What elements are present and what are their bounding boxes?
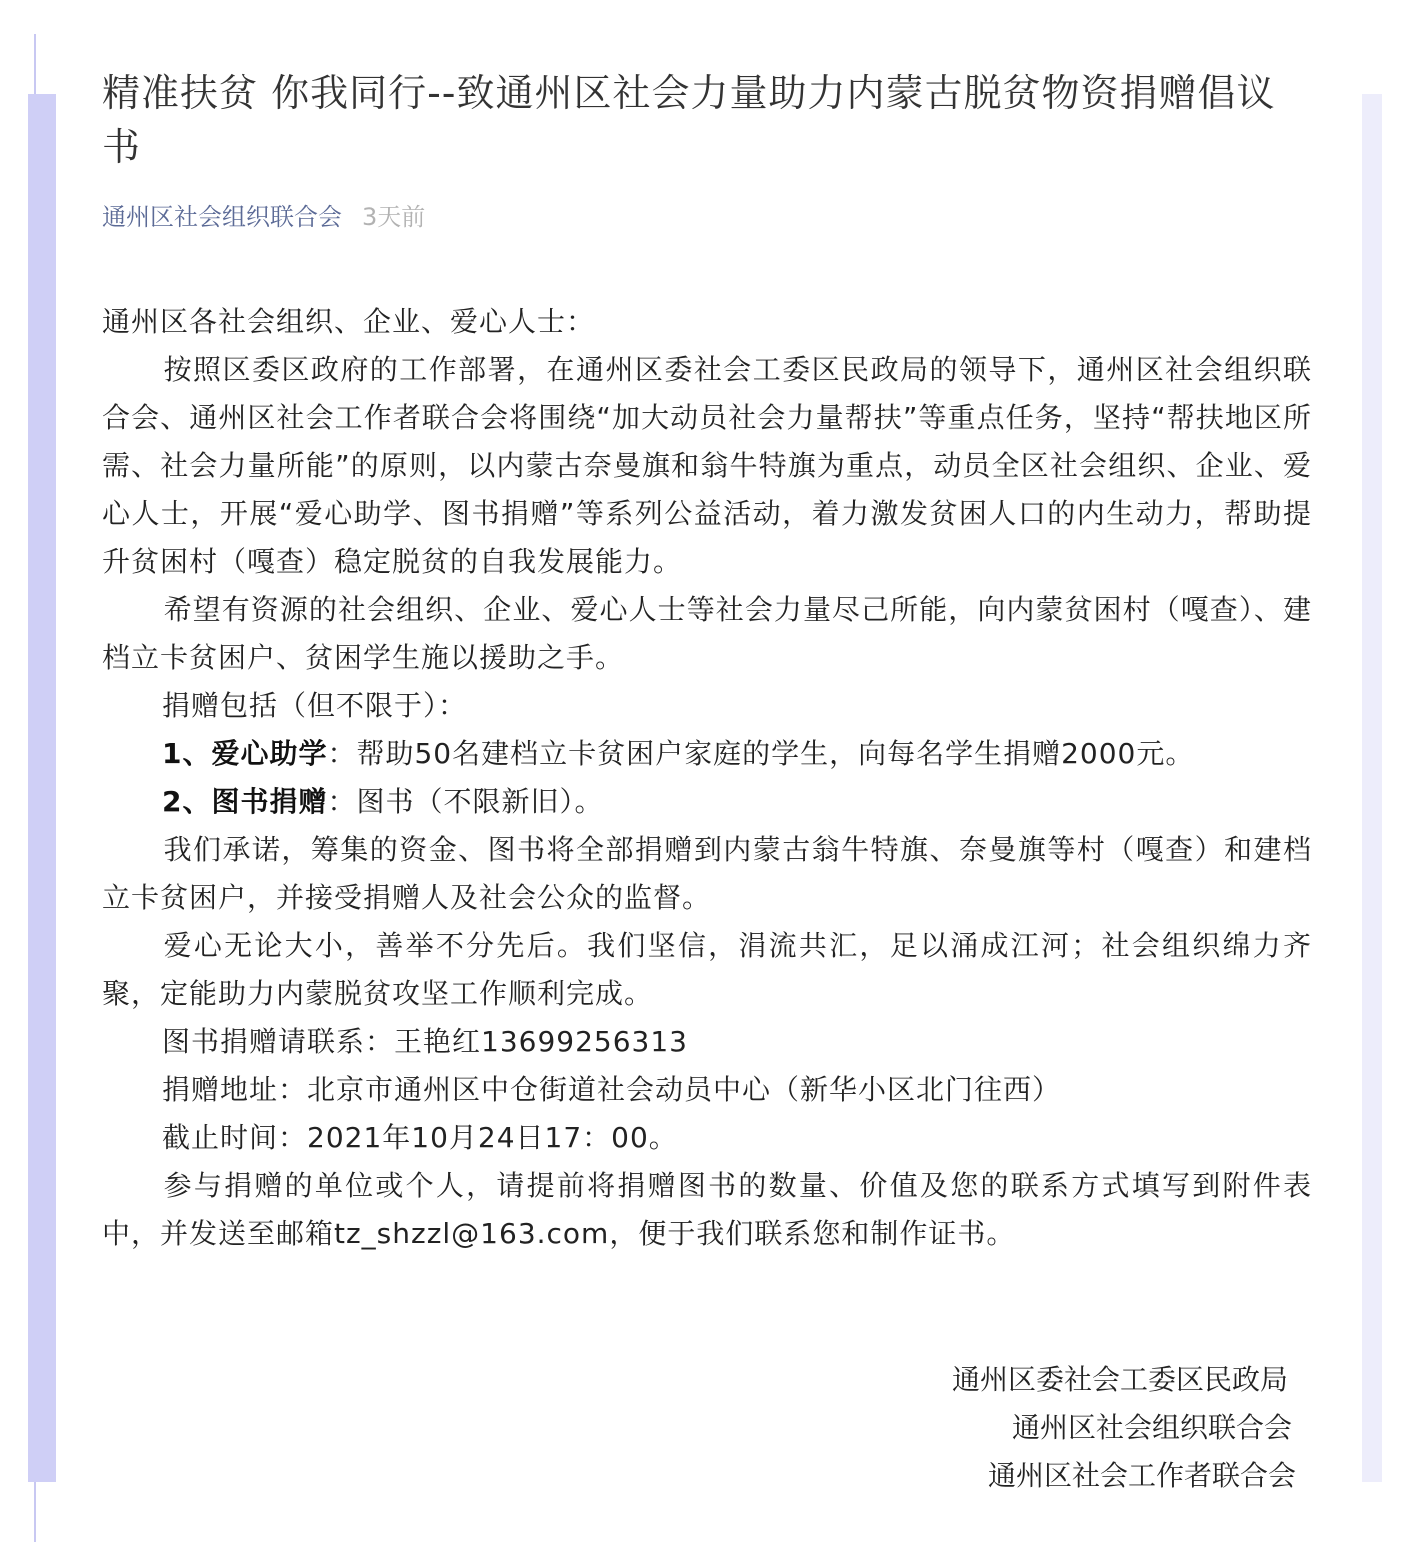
right-decoration-band [1362,94,1382,1482]
paragraph-4: 爱心无论大小，善举不分先后。我们坚信，涓流共汇，足以涌成江河；社会组织绵力齐聚，定能助力内蒙脱贫攻坚工作顺利完成。 [102,929,1312,1010]
left-decoration-band [28,94,56,1482]
donation-intro: 捐赠包括（但不限于）： [162,689,468,722]
author-link[interactable]: 通州区社会组织联合会 [102,203,342,231]
paragraph-3: 我们承诺，筹集的资金、图书将全部捐赠到内蒙古翁牛特旗、奈曼旗等村（嘎查）和建档立卡贫困户，并接受捐赠人及社会公众的监督。 [102,833,1312,914]
article-body [102,298,1312,1258]
signature-line: 通州区委社会工委区民政局 [951,1363,1288,1396]
donation-item-1 [102,730,1312,778]
signature-block [876,1356,1296,1500]
signature-line: 通州区社会工作者联合会 [987,1459,1296,1492]
donation-item-2-label: 2、图书捐赠 [162,785,328,818]
contact-line: 图书捐赠请联系：王艳红13699256313 [162,1025,688,1058]
paragraph-1: 按照区委区政府的工作部署，在通州区委社会工委区民政局的领导下，通州区社会组织联合会、通州区社会工作者联合会将围绕“加大动员社会力量帮扶”等重点任务，坚持“帮扶地区所需、社会力量所能”的原则，以内蒙古奈曼旗和翁牛特旗为重点，动员全区社会组织、企业、爱心人士，开展“爱心助学、图书捐赠”等系列公益活动，着力激发贫困人口的内生动力，帮助提升贫困村（嘎查）稳定脱贫的自我发展能力。 [102,353,1312,578]
paragraph-2: 希望有资源的社会组织、企业、爱心人士等社会力量尽己所能，向内蒙贫困村（嘎查）、建档立卡贫困户、贫困学生施以援助之手。 [102,593,1312,674]
article-title: 精准扶贫 你我同行--致通州区社会力量助力内蒙古脱贫物资捐赠倡议书 [102,71,1276,169]
salutation: 通州区各社会组织、企业、爱心人士： [102,305,596,338]
paragraph-5: 参与捐赠的单位或个人，请提前将捐赠图书的数量、价值及您的联系方式填写到附件表中，并发送至邮箱tz_shzzl@163.com，便于我们联系您和制作证书。 [102,1169,1312,1250]
signature-line: 通州区社会组织联合会 [1011,1411,1292,1444]
donation-item-2-text: ：图书（不限新旧）。 [327,785,604,818]
donation-item-2 [102,778,1312,826]
article-container [102,66,1312,1258]
article-meta [102,200,1312,234]
donation-item-1-text: ：帮助50名建档立卡贫困户家庭的学生，向每名学生捐赠2000元。 [327,737,1195,770]
address-line: 捐赠地址：北京市通州区中仓街道社会动员中心（新华小区北门往西） [162,1073,1062,1106]
donation-item-1-label: 1、爱心助学 [162,737,328,770]
deadline-line: 截止时间：2021年10月24日17：00。 [162,1121,678,1154]
publish-time: 3天前 [362,203,426,231]
